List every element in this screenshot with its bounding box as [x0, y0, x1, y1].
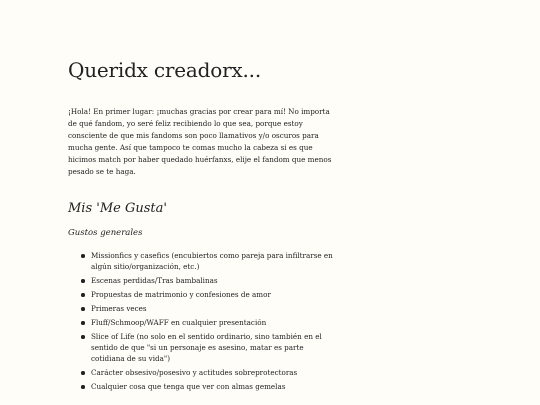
list-item: Carácter obsesivo/posesivo y actitudes sobreprotectoras	[68, 367, 333, 378]
section-heading-likes: Mis 'Me Gusta'	[68, 201, 167, 216]
list-item: Propuestas de matrimonio y confesiones de amor	[68, 289, 333, 300]
list-item: Cualquier cosa que tenga que ver con almas gemelas	[68, 381, 333, 392]
page-title: Queridx creadorx...	[68, 58, 261, 82]
subsection-heading-general: Gustos generales	[68, 228, 143, 238]
list-item: Slice of Life (no solo en el sentido ordinario, sino también en el sentido de que "si un personaje es asesino, matar es parte cotidiana de su vida")	[68, 331, 333, 364]
list-item: Escenas perdidas/Tras bambalinas	[68, 275, 333, 286]
list-item: Missionfics y casefics (encubiertos como pareja para infiltrarse en algún sitio/organización, etc.)	[68, 250, 333, 272]
intro-paragraph: ¡Hola! En primer lugar: ¡muchas gracias por crear para mí! No importa de qué fandom, yo seré feliz recibiendo lo que sea, porque estoy consciente de que mis fandoms son poco llamativos y/o oscuros para mucha gente. Así que tampoco te comas mucho la cabeza si es que hicimos match por haber quedado huérfanxs, elije el fandom que menos pesado se te haga.	[68, 107, 332, 176]
likes-list	[68, 250, 333, 395]
list-item: Fluff/Schmoop/WAFF en cualquier presentación	[68, 317, 333, 328]
list-item: Primeras veces	[68, 303, 333, 314]
